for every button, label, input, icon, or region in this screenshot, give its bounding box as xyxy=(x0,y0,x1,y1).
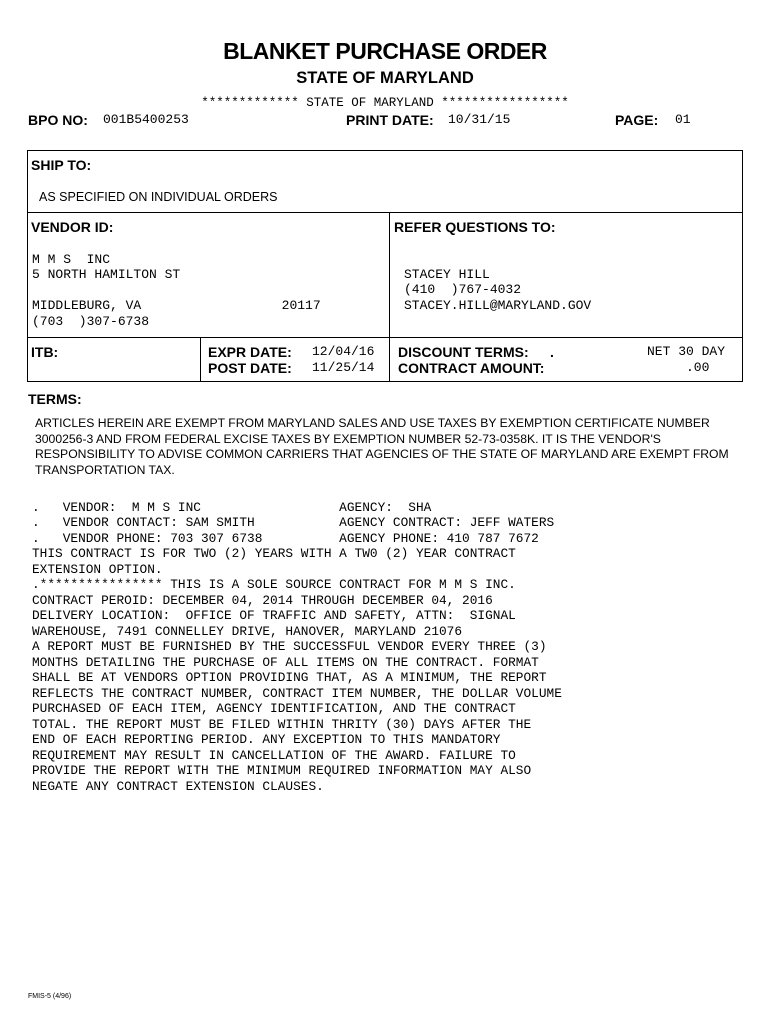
body-line: NEGATE ANY CONTRACT EXTENSION CLAUSES. xyxy=(32,778,324,794)
body-line: WAREHOUSE, 7491 CONNELLEY DRIVE, HANOVER, MARYLAND 21076 xyxy=(32,623,463,639)
body-line: MONTHS DETAILING THE PURCHASE OF ALL ITEMS ON THE CONTRACT. FORMAT xyxy=(32,654,539,670)
contract-body xyxy=(32,484,562,794)
body-line: EXTENSION OPTION. xyxy=(32,561,163,577)
bpo-number-value: 001B5400253 xyxy=(103,112,189,127)
print-date-label: PRINT DATE: xyxy=(346,112,434,128)
state-banner-line: ************* STATE OF MARYLAND ***************** xyxy=(201,96,569,110)
post-date-label: POST DATE: xyxy=(208,360,292,376)
ship-to-label: SHIP TO: xyxy=(31,157,92,173)
body-line: DELIVERY LOCATION: OFFICE OF TRAFFIC AND SAFETY, ATTN: SIGNAL xyxy=(32,608,516,623)
discount-terms-label: DISCOUNT TERMS: xyxy=(398,344,529,360)
print-date-value: 10/31/15 xyxy=(448,112,511,127)
post-date-value: 11/25/14 xyxy=(312,360,375,375)
body-line: REQUIREMENT MAY RESULT IN CANCELLATION OF THE AWARD. FAILURE TO xyxy=(32,747,516,763)
vendor-id-label: VENDOR ID: xyxy=(31,219,114,235)
expr-date-value: 12/04/16 xyxy=(312,344,375,359)
discount-terms-dot: . xyxy=(550,344,554,360)
vendor-line xyxy=(32,283,321,299)
discount-terms-value: NET 30 DAY xyxy=(647,344,726,359)
terms-label: TERMS: xyxy=(28,391,82,407)
expr-date-label: EXPR DATE: xyxy=(208,344,292,360)
vendor-line: MIDDLEBURG, VA 20117 xyxy=(32,298,321,313)
divider-vendor-itb xyxy=(27,337,743,338)
body-line: TOTAL. THE REPORT MUST BE FILED WITHIN THRITY (30) DAYS AFTER THE xyxy=(32,716,532,732)
body-line: CONTRACT PEROID: DECEMBER 04, 2014 THROUGH DECEMBER 04, 2016 xyxy=(32,592,493,608)
refer-contact xyxy=(404,251,591,313)
body-line: . VENDOR: M M S INC AGENCY: SHA xyxy=(32,499,432,515)
contract-amount-value: .00 xyxy=(686,360,710,375)
divider-vendor-refer xyxy=(389,212,390,382)
itb-label: ITB: xyxy=(31,344,59,360)
form-number: FMIS-5 (4/96) xyxy=(28,993,72,1000)
refer-line: STACEY HILL xyxy=(404,266,490,282)
terms-text: ARTICLES HEREIN ARE EXEMPT FROM MARYLAND SALES AND USE TAXES BY EXEMPTION CERTIFICATE NUMBER 3000256-3 AND FROM FEDERAL EXCISE TAXES BY EXEMPTION NUMBER 52-73-0358K. IT IS THE VENDOR'S RESPONSIBILITY TO ADVISE COMMON CARRIERS THAT AGENCIES OF THE STATE OF MARYLAND ARE EXEMPT FROM TRANSPORTATION TAX. xyxy=(35,416,729,477)
refer-line: (410 )767-4032 xyxy=(404,282,522,297)
body-line: REFLECTS THE CONTRACT NUMBER, CONTRACT ITEM NUMBER, THE DOLLAR VOLUME xyxy=(32,685,562,701)
body-line: END OF EACH REPORTING PERIOD. ANY EXCEPTION TO THIS MANDATORY xyxy=(32,732,501,747)
refer-line: STACEY.HILL@MARYLAND.GOV xyxy=(404,297,592,313)
vendor-address xyxy=(32,236,321,329)
contract-amount-label: CONTRACT AMOUNT: xyxy=(398,360,545,376)
document-title: BLANKET PURCHASE ORDER xyxy=(223,38,547,64)
document-subtitle: STATE OF MARYLAND xyxy=(296,69,474,87)
body-line: PROVIDE THE REPORT WITH THE MINIMUM REQUIRED INFORMATION MAY ALSO xyxy=(32,763,532,778)
body-line: THIS CONTRACT IS FOR TWO (2) YEARS WITH A TW0 (2) YEAR CONTRACT xyxy=(32,546,516,561)
divider-ship-vendor xyxy=(27,212,743,213)
bpo-number-label: BPO NO: xyxy=(28,112,88,128)
vendor-line: (703 )307-6738 xyxy=(32,313,150,329)
body-line: .**************** THIS IS A SOLE SOURCE CONTRACT FOR M M S INC. xyxy=(32,577,516,592)
page-value: 01 xyxy=(675,112,691,127)
refer-questions-label: REFER QUESTIONS TO: xyxy=(394,219,556,235)
divider-itb-dates xyxy=(200,337,201,382)
body-line: SHALL BE AT VENDORS OPTION PROVIDING THAT, AS A MINIMUM, THE REPORT xyxy=(32,670,547,685)
body-line: A REPORT MUST BE FURNISHED BY THE SUCCESSFUL VENDOR EVERY THREE (3) xyxy=(32,639,547,654)
vendor-line: M M S INC xyxy=(32,251,111,267)
body-line: . VENDOR PHONE: 703 307 6738 AGENCY PHONE: 410 787 7672 xyxy=(32,530,539,546)
vendor-line: 5 NORTH HAMILTON ST xyxy=(32,267,181,282)
ship-to-value: AS SPECIFIED ON INDIVIDUAL ORDERS xyxy=(39,190,278,204)
body-line: . VENDOR CONTACT: SAM SMITH AGENCY CONTRACT: JEFF WATERS xyxy=(32,515,555,530)
body-line: PURCHASED OF EACH ITEM, AGENCY IDENTIFICATION, AND THE CONTRACT xyxy=(32,701,516,716)
page-label: PAGE: xyxy=(615,112,659,128)
